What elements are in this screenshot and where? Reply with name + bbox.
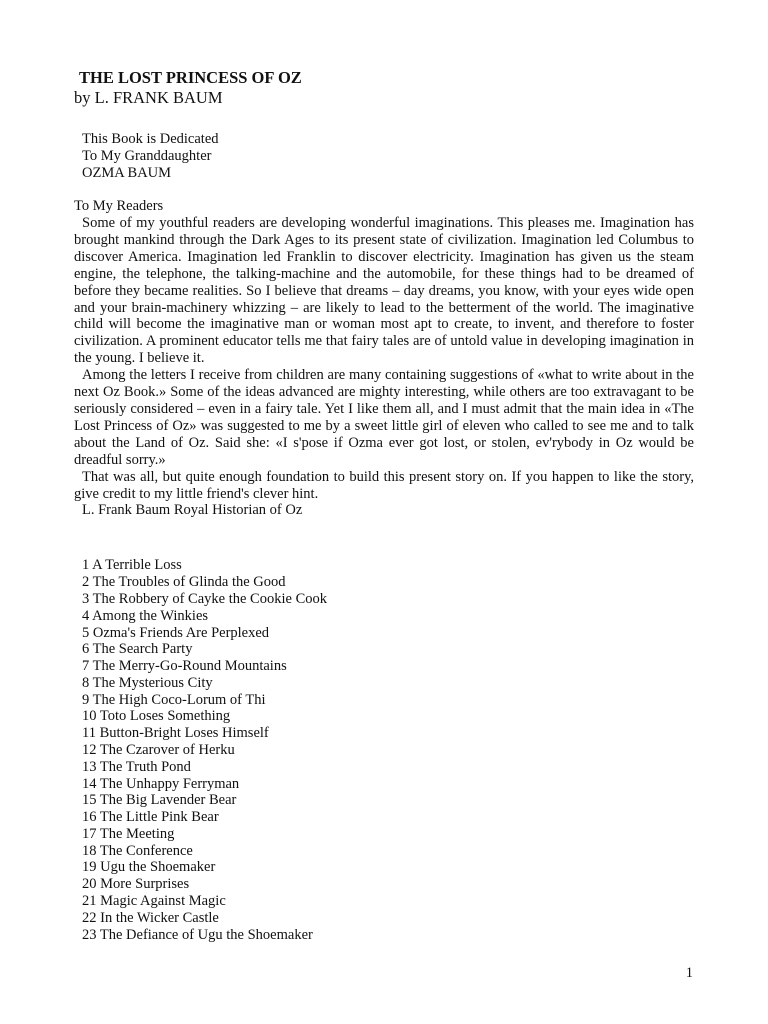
toc-item: 8 The Mysterious City [82, 674, 213, 691]
dedication-line: This Book is Dedicated [82, 131, 219, 147]
readers-heading: To My Readers [74, 198, 164, 214]
toc-item: 4 Among the Winkies [82, 607, 209, 624]
toc-item: 6 The Search Party [82, 641, 193, 658]
toc-item: 16 The Little Pink Bear [82, 809, 219, 826]
toc-item: 13 The Truth Pond [82, 758, 191, 775]
toc-item: 18 The Conference [82, 842, 193, 859]
dedication [74, 131, 694, 182]
toc-item: 15 The Big Lavender Bear [82, 792, 237, 809]
preface-paragraph: That was all, but quite enough foundation to build this present story on. If you happen to like the story, give credit to my little friend's clever hint. [74, 468, 694, 502]
toc-item: 21 Magic Against Magic [82, 893, 226, 910]
toc-item: 22 In the Wicker Castle [82, 909, 219, 926]
toc-item: 7 The Merry-Go-Round Mountains [82, 658, 287, 675]
book-title: THE LOST PRINCESS OF OZ [79, 68, 302, 87]
author-signature: L. Frank Baum Royal Historian of Oz [82, 502, 303, 519]
book-author: by L. FRANK BAUM [74, 88, 223, 107]
toc-item: 12 The Czarover of Herku [82, 742, 235, 758]
toc-item: 17 The Meeting [82, 825, 175, 842]
page-number: 1 [685, 965, 693, 981]
toc-item: 1 A Terrible Loss [82, 557, 182, 574]
toc-item: 14 The Unhappy Ferryman [82, 775, 240, 792]
document-page [74, 68, 694, 943]
table-of-contents [74, 557, 694, 943]
toc-item: 23 The Defiance of Ugu the Shoemaker [82, 926, 313, 943]
dedication-line: OZMA BAUM [82, 165, 172, 181]
toc-item: 19 Ugu the Shoemaker [82, 859, 216, 876]
toc-item: 5 Ozma's Friends Are Perplexed [82, 624, 270, 641]
toc-item: 9 The High Coco-Lorum of Thi [82, 691, 266, 708]
toc-item: 2 The Troubles of Glinda the Good [82, 574, 286, 591]
preface-paragraph: Some of my youthful readers are developing wonderful imaginations. This pleases me. Imagination has brought mankind through the Dark Ages to its present state of civilization. Imagination led Columbus to discover America. Imagination led Franklin to discover electricity. Imagination has given us the steam engine, the telephone, the talking-machine and the automobile, for these things had to be dreamed of before they became realities. So I believe that dreams – day dreams, you know, with your eyes wide open and your brain-machinery whizzing – are likely to lead to the betterment of the world. The imaginative child will become the imaginative man or woman most apt to create, to invent, and therefore to foster civilization. A prominent educator tells me that fairy tales are of untold value in developing imagination in the young. I believe it. [74, 215, 694, 367]
toc-item: 20 More Surprises [82, 876, 190, 893]
dedication-line: To My Granddaughter [82, 148, 212, 164]
preface-paragraph: Among the letters I receive from children are many containing suggestions of «what to write about in the next Oz Book.» Some of the ideas advanced are mighty interesting, while others are too extravagant to be seriously considered – even in a fairy tale. Yet I like them all, and I must admit that the main idea in «The Lost Princess of Oz» was suggested to me by a sweet little girl of eleven who called to see me and to talk about the Land of Oz. Said she: «I s'pose if Ozma ever got lost, or stolen, ev'rybody in Oz would be dreadful sorry.» [74, 367, 694, 468]
toc-item: 10 Toto Loses Something [82, 708, 231, 725]
toc-item: 3 The Robbery of Cayke the Cookie Cook [82, 590, 327, 607]
toc-item: 11 Button-Bright Loses Himself [82, 725, 269, 742]
